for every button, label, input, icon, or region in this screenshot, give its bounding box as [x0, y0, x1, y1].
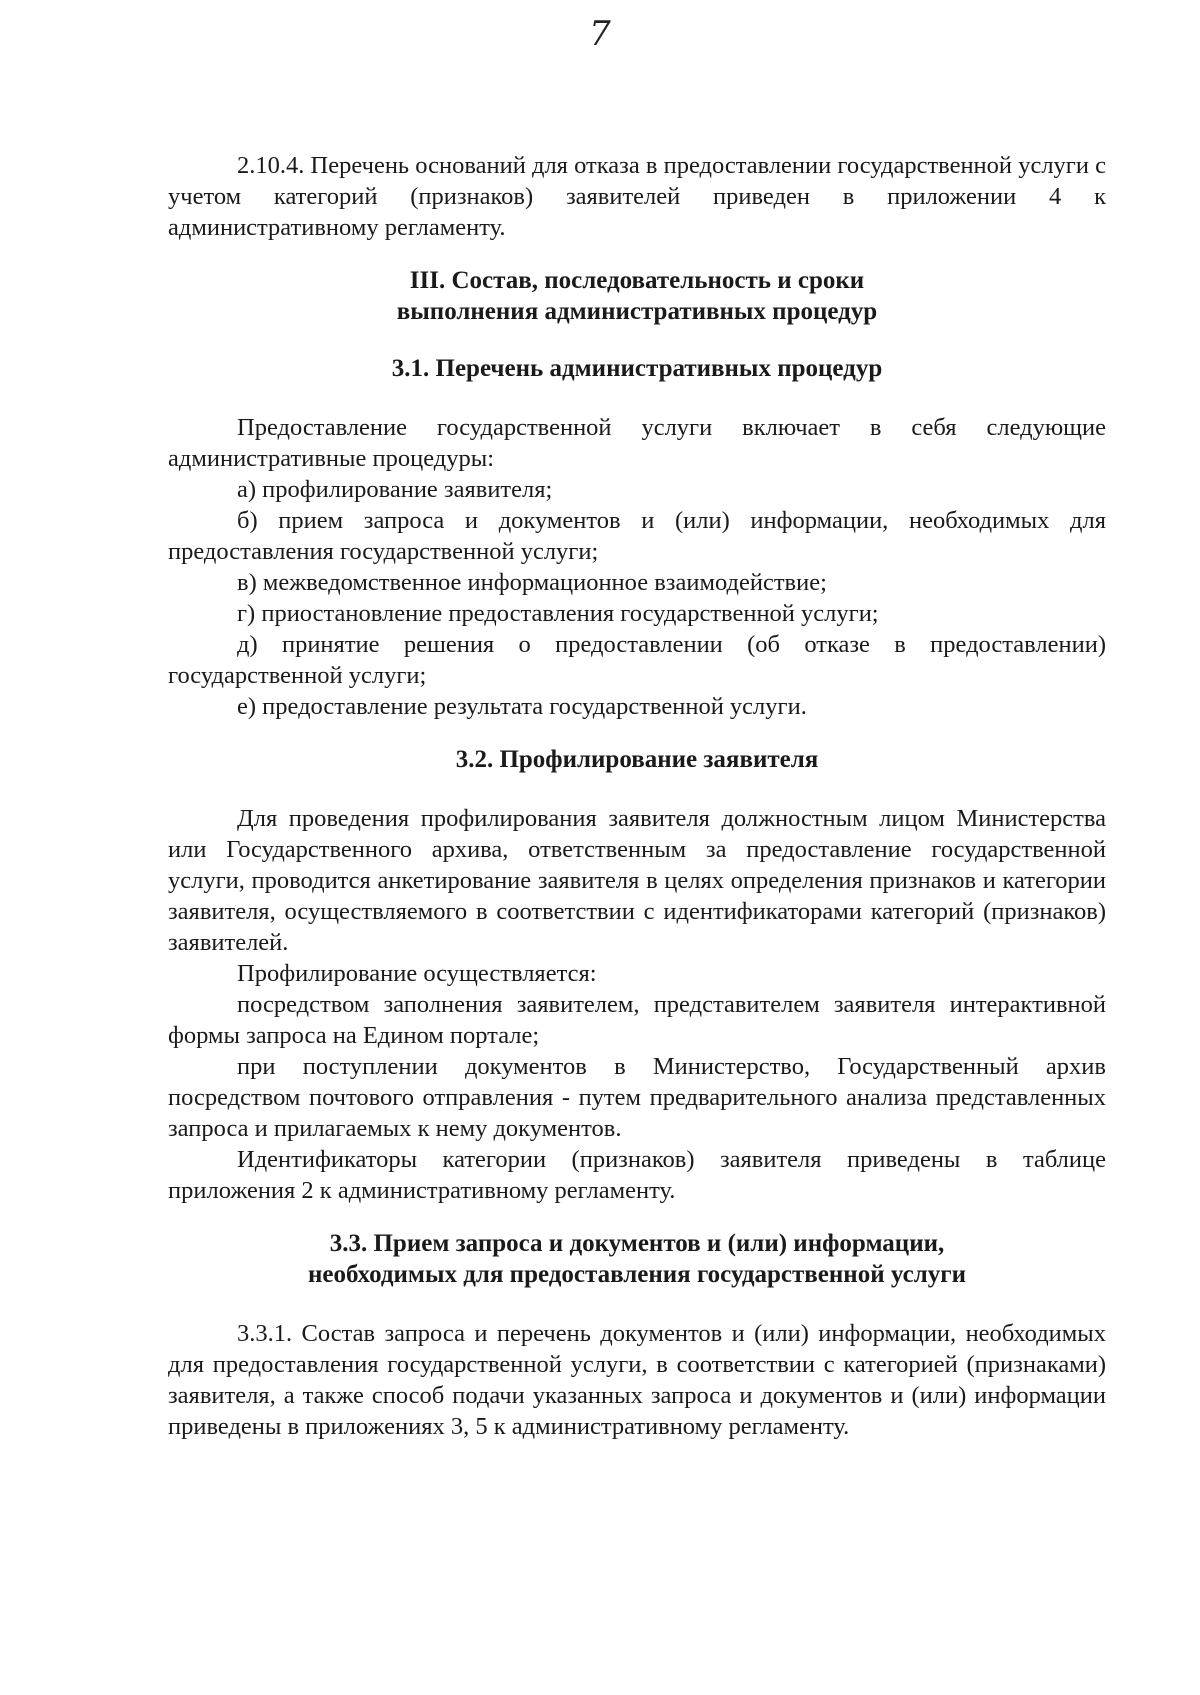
document-body: [168, 150, 1106, 1442]
section-3-2-paragraph: посредством заполнения заявителем, представителем заявителя интерактивной формы запроса на Едином портале;: [168, 991, 1106, 1049]
section-3-title-line2: выполнения административных процедур: [396, 298, 878, 325]
section-3-2-paragraph: Для проведения профилирования заявителя должностным лицом Министерства или Государственного архива, ответственным за предоставление государственной услуги, проводится анкетирование заявителя в целях определения признаков и категории заявителя, осуществляемого в соответствии с идентификаторами категорий (признаков) заявителей.: [168, 805, 1106, 956]
section-3-title-line1: III. Состав, последовательность и сроки: [409, 267, 865, 294]
list-item: а) профилирование заявителя;: [237, 476, 553, 503]
section-3-2-title: 3.2. Профилирование заявителя: [455, 746, 819, 773]
list-item: г) приостановление предоставления государственной услуги;: [237, 600, 879, 627]
paragraph-2-10-4: 2.10.4. Перечень оснований для отказа в предоставлении государственной услуги с учетом категорий (признаков) заявителей приведен в приложении 4 к административному регламенту.: [168, 152, 1106, 241]
section-3-3-title-line2: необходимых для предоставления государственной услуги: [308, 1261, 966, 1288]
section-3-2-paragraph: Профилирование осуществляется:: [237, 960, 597, 987]
paragraph-3-3-1: 3.3.1. Состав запроса и перечень документов и (или) информации, необходимых для предоставления государственной услуги, в соответствии с категорией (признаками) заявителя, а также способ подачи указанных запроса и документов и (или) информации приведены в приложениях 3, 5 к административному регламенту.: [168, 1320, 1106, 1440]
section-3-2-paragraph: Идентификаторы категории (признаков) заявителя приведены в таблице приложения 2 к административному регламенту.: [168, 1146, 1106, 1204]
list-item: в) межведомственное информационное взаимодействие;: [237, 569, 827, 596]
list-item: е) предоставление результата государственной услуги.: [237, 693, 807, 720]
list-item: д) принятие решения о предоставлении (об отказе в предоставлении) государственной услуги;: [168, 631, 1106, 689]
section-3-2-paragraph: при поступлении документов в Министерство, Государственный архив посредством почтового отправления - путем предварительного анализа представленных запроса и прилагаемых к нему документов.: [168, 1053, 1106, 1142]
section-3-1-title: 3.1. Перечень административных процедур: [391, 355, 883, 382]
section-3-1-paragraph: Предоставление государственной услуги включает в себя следующие административные процедуры:: [168, 414, 1106, 472]
section-3-3-title-line1: 3.3. Прием запроса и документов и (или) информации,: [329, 1230, 945, 1257]
list-item: б) прием запроса и документов и (или) информации, необходимых для предоставления государственной услуги;: [168, 507, 1106, 565]
page-number: 7: [589, 14, 611, 54]
